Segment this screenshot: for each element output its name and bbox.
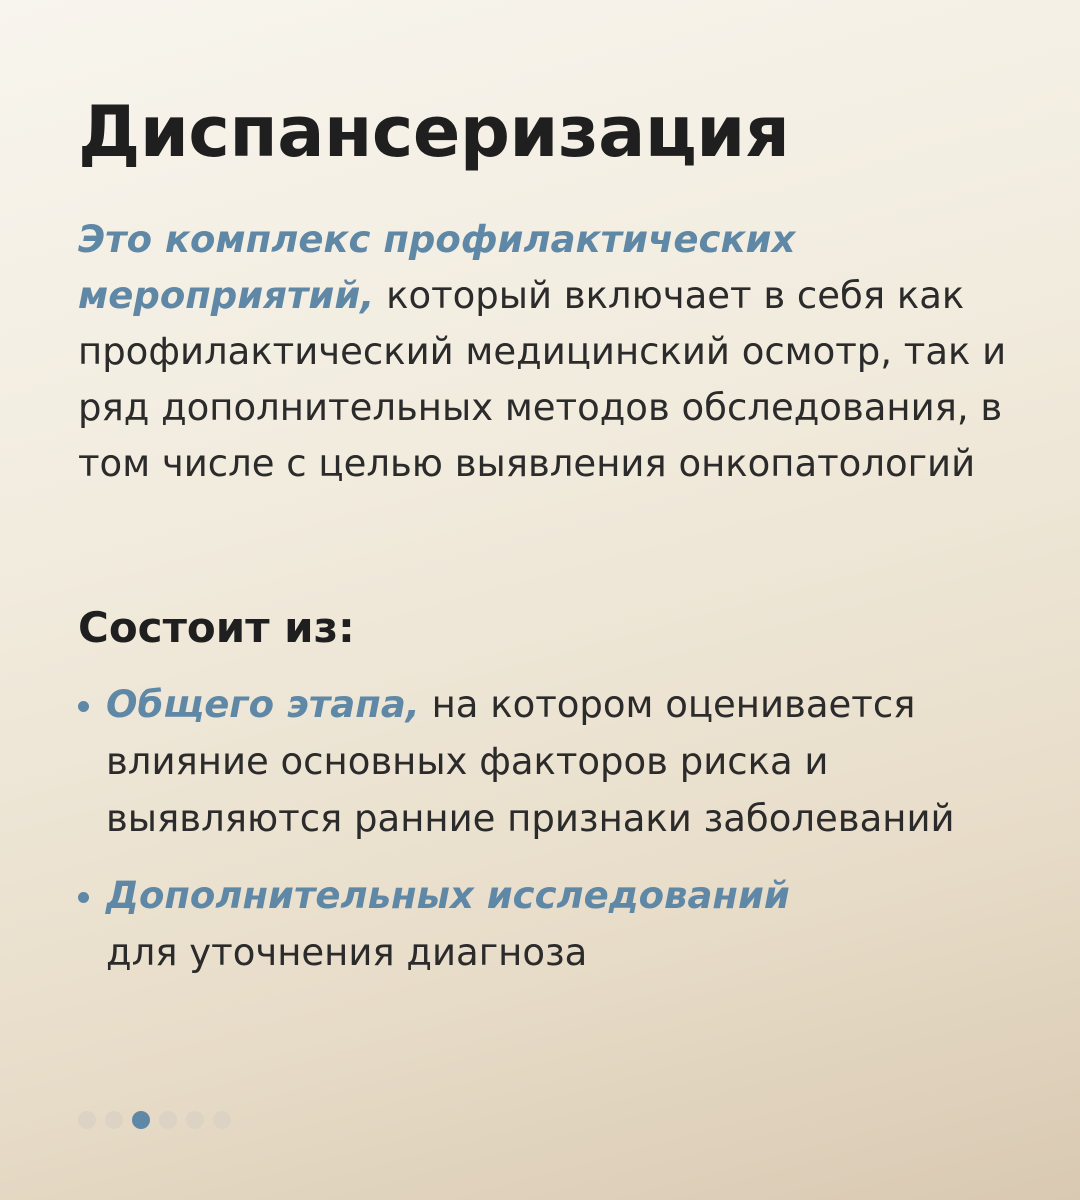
list-item-accent: Общего этапа, (106, 683, 420, 726)
intro-text: который включает в себя как профилактический медицинский осмотр, так и ряд дополнительных методов обследования, в том числе с целью выявления онкопатологий (78, 274, 1007, 485)
slide-title: Диспансеризация (78, 91, 790, 173)
pagination-dot (159, 1111, 177, 1129)
list-item-accent: Дополнительных исследований (106, 874, 790, 917)
section-subtitle: Состоит из: (78, 603, 355, 652)
intro-paragraph (78, 212, 1038, 492)
pagination-dot (132, 1111, 150, 1129)
bullet-icon (78, 892, 89, 903)
list-item (78, 676, 1038, 847)
stages-list (78, 676, 1038, 981)
pagination-dot (105, 1111, 123, 1129)
list-item-text: на котором оценивается влияние основных факторов риска и выявляются ранние признаки заболеваний (106, 683, 955, 840)
intro-accent: Это комплекс профилактических мероприятий, (78, 218, 796, 317)
list-item-text: для уточнения диагноза (106, 931, 588, 974)
pagination-dot (78, 1111, 96, 1129)
pagination-dots (78, 1110, 240, 1130)
pagination-dot (213, 1111, 231, 1129)
list-item (78, 867, 1038, 981)
pagination-dot (186, 1111, 204, 1129)
bullet-icon (78, 701, 89, 712)
